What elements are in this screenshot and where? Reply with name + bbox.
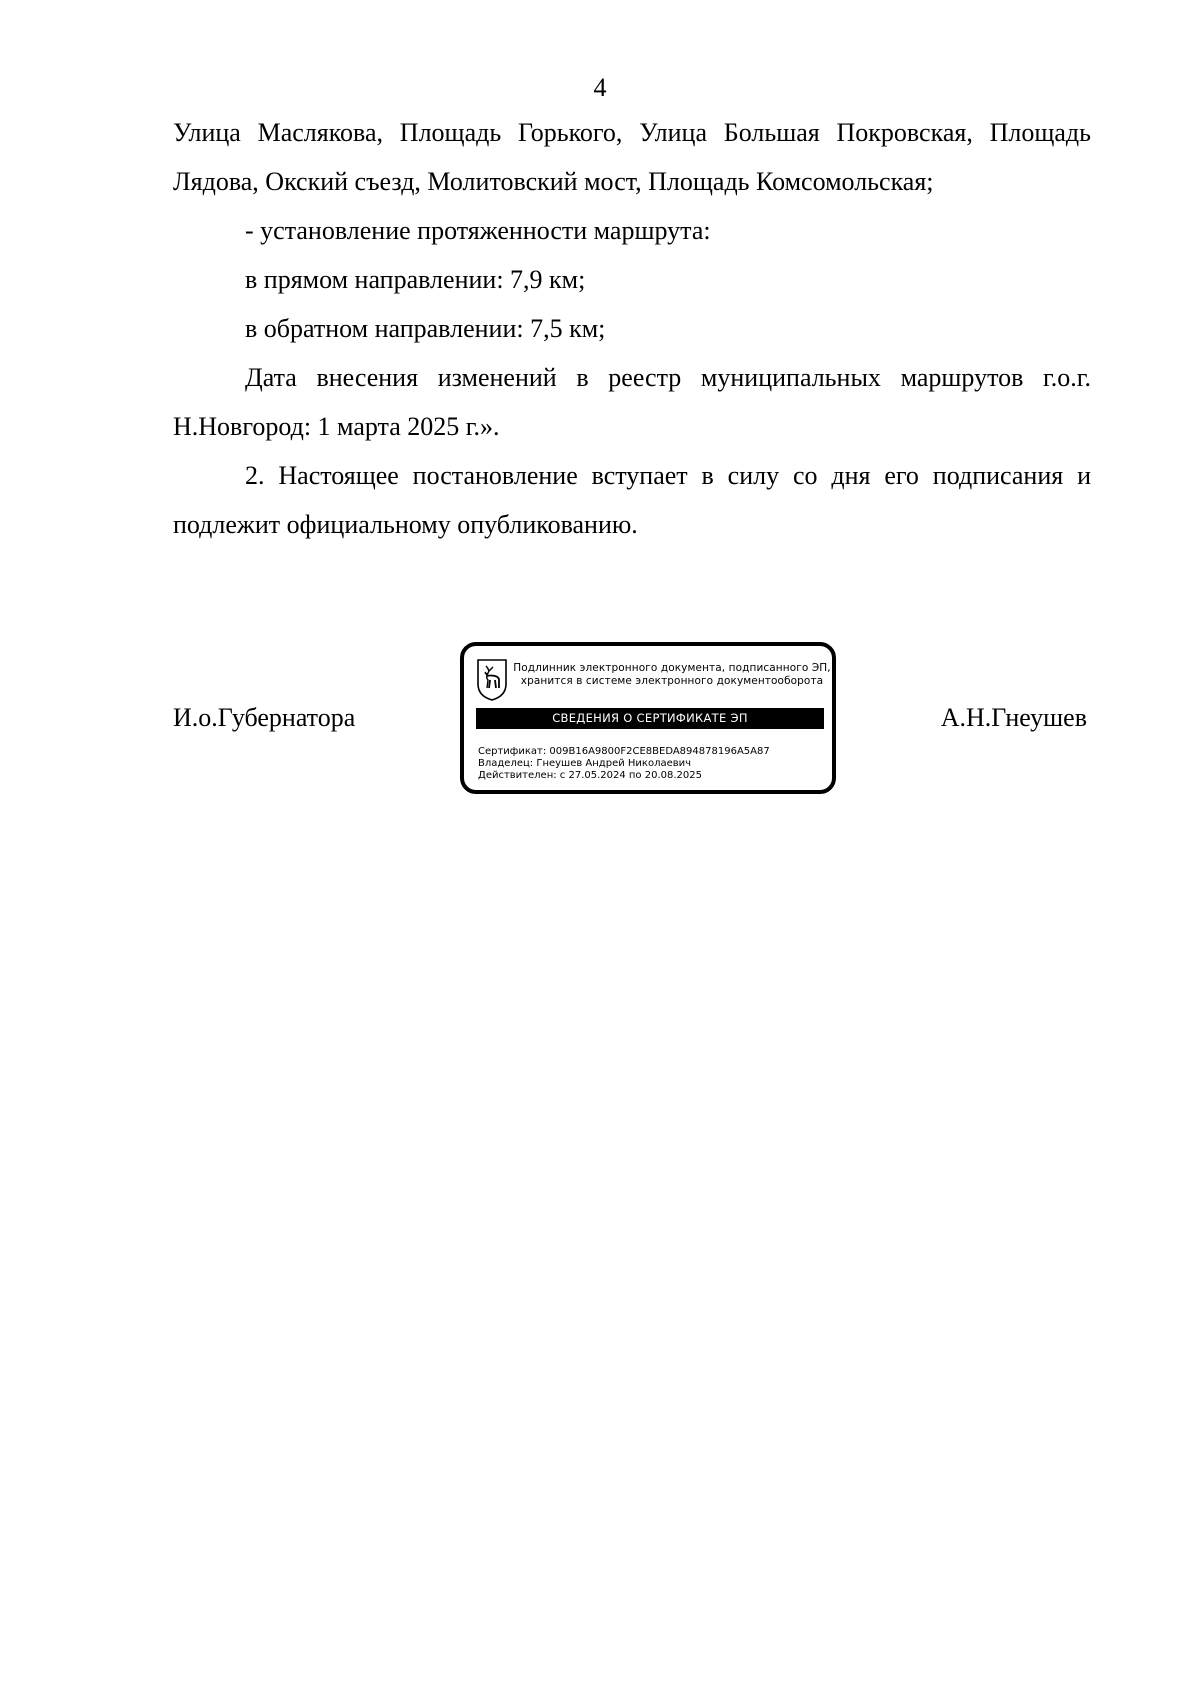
electronic-signature-stamp [460,642,836,794]
paragraph-route-length-heading: - установление протяженности маршрута: [245,216,711,245]
page-number: 4 [593,73,607,102]
paragraph-route-streets: Улица Маслякова, Площадь Горького, Улица Большая Покровская, Площадь Лядова, Окский съезд, Молитовский мост, Площадь Комсомольская; [173,118,1091,196]
document-body [173,108,1091,549]
stamp-certificate-info [478,746,828,782]
paragraph-forward-length: в прямом направлении: 7,9 км; [245,265,586,294]
stamp-certificate-number: Сертификат: 009B16A9800F2CE8BEDA894878196A5A87 [478,746,770,757]
stamp-header-line-1: Подлинник электронного документа, подписанного ЭП, [513,662,831,674]
paragraph-effective-clause: 2. Настоящее постановление вступает в силу со дня его подписания и подлежит официальному опубликованию. [173,461,1091,539]
paragraph-registry-date: Дата внесения изменений в реестр муниципальных маршрутов г.о.г. Н.Новгород: 1 марта 2025 г.». [173,363,1091,441]
stamp-validity: Действителен: с 27.05.2024 по 20.08.2025 [478,770,702,781]
stamp-owner: Владелец: Гнеушев Андрей Николаевич [478,758,692,769]
stamp-certificate-title: СВЕДЕНИЯ О СЕРТИФИКАТЕ ЭП [476,708,824,729]
stamp-header [512,662,832,688]
signature-block [173,640,1091,805]
paragraph-reverse-length: в обратном направлении: 7,5 км; [245,314,606,343]
signatory-position: И.о.Губернатора [173,703,356,732]
stamp-header-line-2: хранится в системе электронного документооборота [520,675,824,687]
deer-coat-of-arms-icon [476,658,508,702]
signatory-name: А.Н.Гнеушев [940,703,1087,732]
